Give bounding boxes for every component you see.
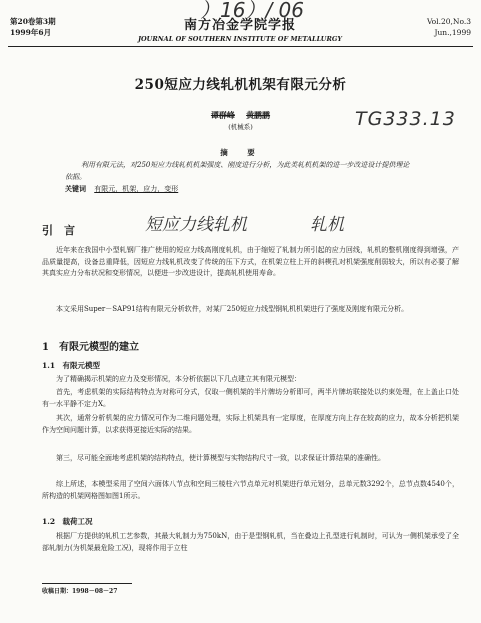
section-1-heading: 1 有限元模型的建立 [42,342,139,353]
call-number-handwriting: TG333.13 [355,108,456,130]
title-note-handwriting-1: 短应力线轧机 [145,215,247,235]
abstract-heading: 摘 要 [220,148,261,157]
top-handwriting: ）16）/ 06 [200,0,304,22]
author-2: 黄鹏鹏 [246,110,271,120]
section-1-paragraph-4: 第三，尽可能全面地考虑机架的结构特点，使计算模型与实物结构尺寸一致，以求保证计算结果的准确性。 [56,454,385,462]
keywords-line [65,184,178,194]
subsection-1-1-heading: 1.1 有限元模型 [42,361,101,370]
keywords-list: 有限元，机架，应力，变形 [94,185,179,193]
date-en: Jun.,1999 [434,28,471,37]
section-1-paragraph-5: 综上所述，本模型采用了空间六面体八节点和空间三棱柱六节点单元对机架进行单元划分，总单元数3292个，总节点数4540个，所构造的机架网格图如图1所示。 [42,480,459,500]
date-cn: 1999年6月 [10,28,52,37]
subsection-1-2-heading: 1.2 载荷工况 [42,517,93,526]
volume-en: Vol.20,No.3 [426,17,471,26]
volume-cn: 第20卷第3期 [10,17,56,26]
footnote-rule [42,583,132,584]
author-1: 谭群峰 [210,110,235,120]
intro-heading: 引 言 [42,224,75,237]
header-right [427,16,471,38]
header-left [10,16,56,38]
journal-name-en: JOURNAL OF SOUTHERN INSTITUTE OF METALLURGY [137,35,343,43]
affiliation: (机械系) [228,123,253,131]
intro-paragraph-1: 近年来在我国中小型轧钢厂推广使用的短应力线高刚度轧机，由于缩短了轧制力所引起的应力回线，轧机的整机刚度得到增强，产品质量提高，设备总重降低，因短应力线轧机改变了传统的压下方式，在机架立柱上开的斜楔孔对机架强度削弱较大，所以有必要了解其真实应力分布状况和变形情况，以便进一步改进设计，提高轧机使用寿命。 [42,246,459,277]
section-1-paragraph-6: 根据厂方提供的轧机工艺参数，其最大轧制力为750kN，由于是型钢轧机，当在叠边上孔型进行轧制时，可认为一侧机架承受了全部轧制力(为机架最危险工况)，现将作用于立柱 [42,532,459,552]
section-1-paragraph-2: 首先，考虑机架的实际结构特点为对称可分式，仅取一侧机架的半片牌坊分析即可，两半片牌坊联接处以约束处理，在上盖止口处有一水平静不定力X。 [42,388,459,408]
section-1-paragraph-3: 其次，通常分析机架的应力情况可作为二维问题处理，实际上机架具有一定厚度，在厚度方向上存在较高的应力，故本分析把机架作为空间问题计算，以求获得更接近实际的结果。 [42,414,459,434]
title-note-handwriting-2: 轧机 [310,215,344,235]
received-date-footnote: 收稿日期：1998－08－27 [42,588,118,595]
abstract-body: 利用有限元法，对250短应力线轧机机架强度、刚度进行分析，为此类轧机机架的进一步改进设计提供理论依据。 [65,161,410,181]
intro-paragraph-2: 本文采用Super－SAP91结构有限元分析软件，对某厂250短应力线型钢轧机机架进行了强度及刚度有限元分析。 [56,305,409,313]
header-center [120,14,360,43]
paper-title: 250短应力线轧机机架有限元分析 [134,77,347,93]
section-1-paragraph-1: 为了精确揭示机架的应力及变形情况，本分析依据以下几点建立其有限元模型： [56,375,301,383]
keywords-label: 关键词 [65,184,86,193]
journal-name-cn: 南方冶金学院学报 [183,18,296,33]
header-rule [8,46,473,47]
